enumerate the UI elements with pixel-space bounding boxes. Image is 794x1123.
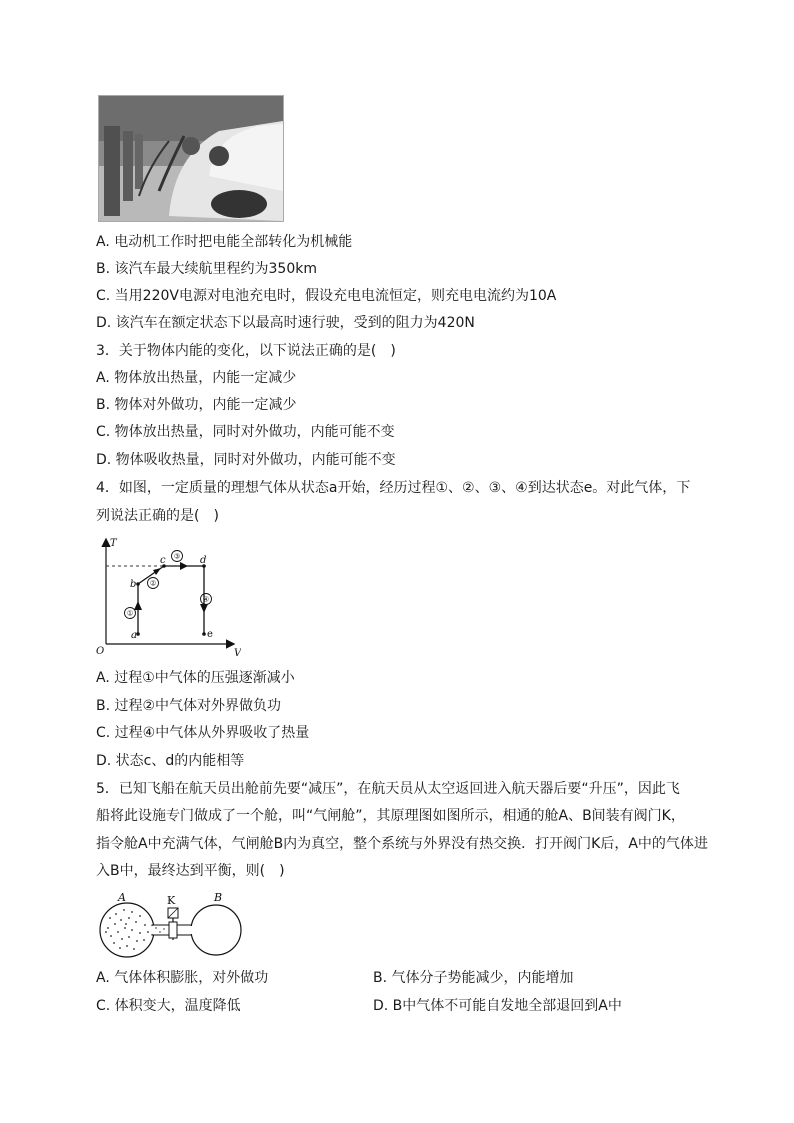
q2-option-c: C. 当用220V电源对电池充电时，假设充电电流恒定，则充电电流约为10A [96, 288, 557, 304]
graph-point-a: a [131, 630, 137, 641]
chamber-b-label: B [214, 891, 223, 904]
q4-option-a: A. 过程①中气体的压强逐渐减小 [96, 670, 295, 686]
q5-stem-line1: 5．已知飞船在航天员出舱前先要“减压”，在航天员从太空返回进入航天器后要“升压”，因此飞 [96, 781, 680, 797]
q4-stem-line2: 列说法正确的是( ) [96, 508, 219, 524]
airlock-figure [96, 888, 246, 964]
graph-y-axis-label: T [110, 538, 117, 549]
graph-process-4: ④ [202, 595, 210, 604]
q3-option-b: B. 物体对外做功，内能一定减少 [96, 397, 297, 413]
graph-point-d: d [200, 555, 207, 566]
q4-option-d: D. 状态c、d的内能相等 [96, 753, 245, 769]
q5-stem-line3: 指令舱A中充满气体，气闸舱B内为真空，整个系统与外界没有热交换．打开阀门K后，A中的气体进 [96, 836, 708, 852]
q5-option-d: D. B中气体不可能自发地全部退回到A中 [373, 998, 622, 1014]
graph-process-3: ③ [173, 552, 181, 561]
q5-option-c: C. 体积变大，温度降低 [96, 998, 241, 1014]
graph-point-c: c [160, 555, 166, 566]
graph-point-e: e [207, 629, 213, 640]
tv-graph [96, 534, 241, 666]
q3-option-c: C. 物体放出热量，同时对外做功，内能可能不变 [96, 424, 395, 440]
charging-cars-photo [98, 95, 284, 222]
q4-option-c: C. 过程④中气体从外界吸收了热量 [96, 725, 310, 741]
q2-option-b: B. 该汽车最大续航里程约为350km [96, 261, 317, 277]
graph-process-2: ② [149, 579, 157, 588]
graph-x-axis-label: V [234, 648, 241, 659]
q2-option-d: D. 该汽车在额定状态下以最高时速行驶，受到的阻力为420N [96, 315, 475, 331]
q5-stem-line2: 船将此设施专门做成了一个舱，叫“气闸舱”，其原理图如图所示，相通的舱A、B间装有阀门K， [96, 808, 685, 824]
q4-option-b: B. 过程②中气体对外界做负功 [96, 698, 282, 714]
valve-k-label: K [167, 894, 176, 907]
q5-option-b: B. 气体分子势能减少，内能增加 [373, 970, 574, 986]
graph-origin-label: O [96, 646, 105, 657]
q3-option-a: A. 物体放出热量，内能一定减少 [96, 370, 297, 386]
chamber-a-label: A [118, 891, 126, 904]
graph-point-b: b [130, 579, 137, 590]
q4-stem-line1: 4．如图，一定质量的理想气体从状态a开始，经历过程①、②、③、④到达状态e。对此气体，下 [96, 480, 691, 496]
q5-option-a: A. 气体体积膨胀，对外做功 [96, 970, 269, 986]
graph-process-1: ① [126, 609, 134, 618]
q3-option-d: D. 物体吸收热量，同时对外做功，内能可能不变 [96, 452, 396, 468]
q2-option-a: A. 电动机工作时把电能全部转化为机械能 [96, 234, 353, 250]
q5-stem-line4: 入B中，最终达到平衡，则( ) [96, 863, 285, 879]
q3-stem: 3．关于物体内能的变化，以下说法正确的是( ) [96, 343, 396, 359]
